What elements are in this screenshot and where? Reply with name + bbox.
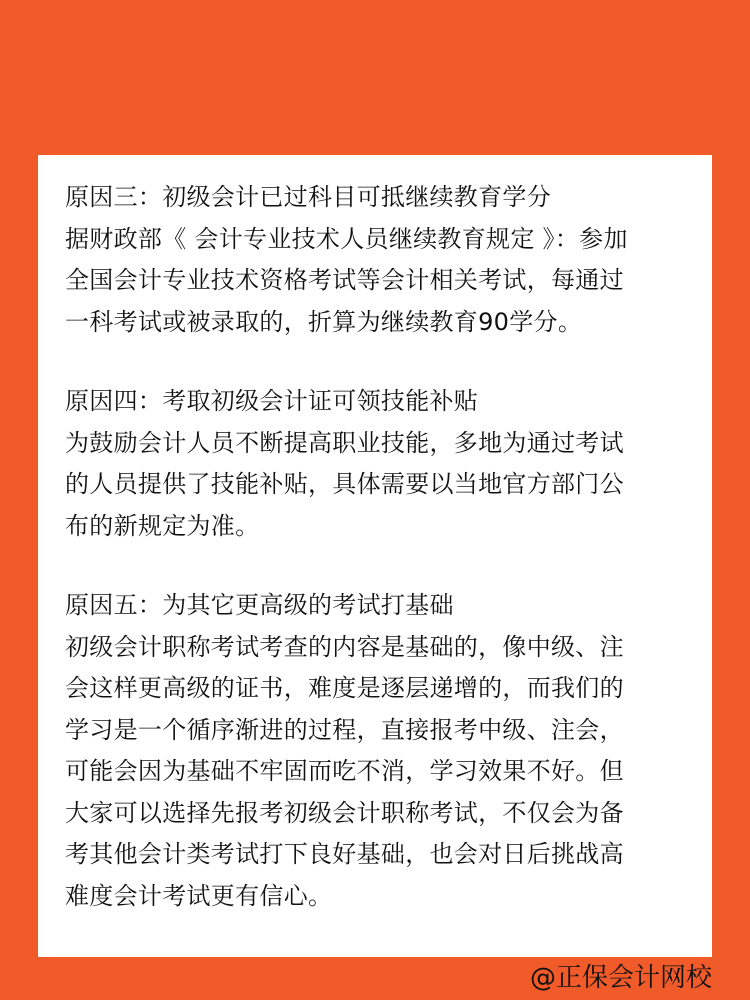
paragraph-line: 可能会因为基础不牢固而吃不消，学习效果不好。但 [65,757,624,785]
paragraph-line: 初级会计职称考试考查的内容是基础的，像中级、注 [65,632,624,661]
section-reason-5 [65,585,705,917]
section-heading: 原因四：考取初级会计证可领技能补贴 [65,387,479,415]
paragraph-line: 难度会计考试更有信心。 [65,881,333,910]
paragraph-line: 为鼓励会计人员不断提高职业技能，多地为通过考试 [65,428,624,457]
paragraph-line: 的人员提供了技能补贴，具体需要以当地官方部门公 [65,470,624,498]
paragraph-line: 据财政部《 会计专业技术人员继续教育规定 》：参加 [65,224,628,253]
paragraph-line: 会这样更高级的证书，难度是逐层递增的，而我们的 [65,674,624,702]
paragraph-line: 布的新规定为准。 [65,511,260,540]
article-body [65,177,705,917]
paragraph-line: 考其他会计类考试打下良好基础，也会对日后挑战高 [65,840,624,868]
section-reason-4 [65,381,705,547]
content-card [38,155,712,957]
section-heading: 原因三：初级会计已过科目可抵继续教育学分 [65,183,551,211]
paragraph-line: 大家可以选择先报考初级会计职称考试，不仅会为备 [65,798,624,827]
section-reason-3 [65,177,705,343]
watermark: @正保会计网校 [529,963,712,993]
paragraph-line: 学习是一个循序渐进的过程，直接报考中级、注会， [65,715,624,744]
paragraph-line: 一科考试或被录取的，折算为继续教育90学分。 [65,307,583,336]
paragraph-line: 全国会计专业技术资格考试等会计相关考试，每通过 [65,266,624,294]
section-heading: 原因五：为其它更高级的考试打基础 [65,591,454,619]
